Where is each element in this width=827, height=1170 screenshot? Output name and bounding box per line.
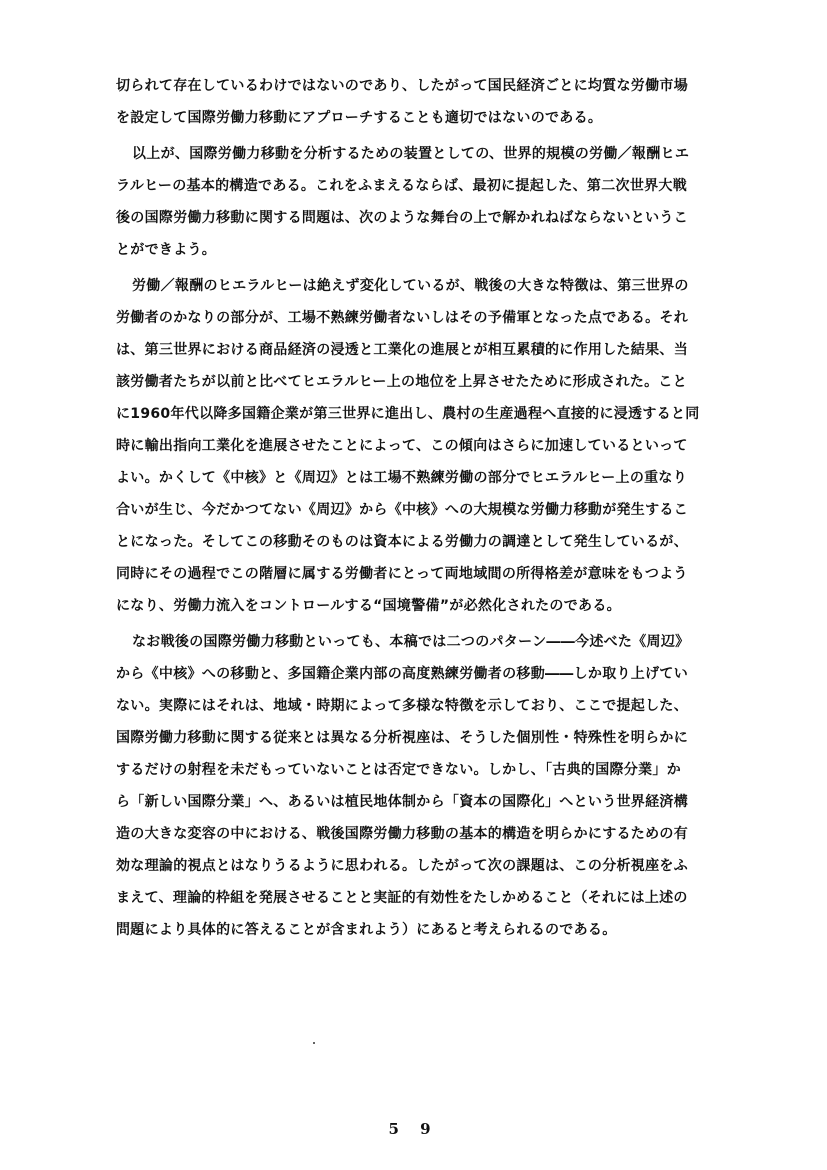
text-line: 国際労働力移動に関する従来とは異なる分析視座は、そうした個別性・特殊性を明らかに: [116, 730, 688, 746]
text-line: まえて、理論的枠組を発展させることと実証的有効性をたしかめること（それには上述の: [116, 890, 688, 906]
text-line: 造の大きな変容の中における、戦後国際労働力移動の基本的構造を明らかにするための有: [116, 826, 688, 842]
text-line: ない。実際にはそれは、地域・時期によって多様な特徴を示しており、ここで提起した、: [116, 698, 688, 714]
text-line: 効な理論的視点とはなりうるように思われる。したがって次の課題は、この分析視座をふ: [116, 858, 688, 874]
text-line: ら「新しい国際分業」へ、あるいは植民地体制から「資本の国際化」へという世界経済構: [116, 794, 688, 810]
text-line: 以上が、国際労働力移動を分析するための装置としての、世界的規模の労働／報酬ヒエ: [132, 146, 690, 162]
text-line: よい。かくして《中核》と《周辺》とは工場不熟練労働の部分でヒエラルヒー上の重なり: [116, 470, 688, 486]
text-line: とになった。そしてこの移動そのものは資本による労働力の調達として発生しているが、: [116, 534, 688, 550]
page-number: 5 9: [388, 1120, 439, 1138]
text-line: を設定して国際労働力移動にアプローチすることも適切ではないのである。: [116, 110, 603, 126]
text-line: 切られて存在しているわけではないのであり、したがって国民経済ごとに均質な労働市場: [116, 78, 688, 94]
text-line: から《中核》への移動と、多国籍企業内部の高度熟練労働者の移動――しか取り上げてい: [116, 666, 688, 682]
text-line: 同時にその過程でこの階層に属する労働者にとって両地域間の所得格差が意味をもつよう: [116, 566, 688, 582]
text-line: に1960年代以降多国籍企業が第三世界に進出し、農村の生産過程へ直接的に浸透すると同: [116, 406, 700, 422]
text-line: は、第三世界における商品経済の浸透と工業化の進展とが相互累積的に作用した結果、当: [116, 342, 688, 358]
text-line: 合いが生じ、今だかつてない《周辺》から《中核》への大規模な労働力移動が発生するこ: [116, 502, 688, 518]
paragraph-4: [116, 626, 764, 946]
text-line: 労働者のかなりの部分が、工場不熟練労働者ないしはその予備軍となった点である。それ: [116, 310, 688, 326]
text-line: 労働／報酬のヒエラルヒーは絶えず変化しているが、戦後の大きな特徴は、第三世界の: [132, 278, 689, 294]
text-line: 時に輸出指向工業化を進展させたことによって、この傾向はさらに加速しているといって: [116, 438, 688, 454]
paragraph-1: [116, 70, 764, 134]
text-line: とができよう。: [116, 242, 217, 258]
paragraph-2: [116, 138, 764, 266]
text-line: 該労働者たちが以前と比べてヒエラルヒー上の地位を上昇させたために形成された。こと: [116, 374, 688, 390]
text-line: になり、労働力流入をコントロールする“国境警備”が必然化されたのである。: [116, 598, 621, 614]
text-line: 後の国際労働力移動に関する問題は、次のような舞台の上で解かれねばならないというこ: [116, 210, 688, 226]
text-line: するだけの射程を未だもっていないことは否定できない。しかし、「古典的国際分業」か: [116, 762, 681, 778]
text-line: ラルヒーの基本的構造である。これをふまえるならば、最初に提起した、第二次世界大戦: [116, 178, 688, 194]
text-line: 問題により具体的に答えることが含まれよう）にあると考えられるのである。: [116, 922, 617, 938]
paragraph-3: [116, 270, 764, 622]
text-line: なお戦後の国際労働力移動といっても、本稿では二つのパターン――今述べた《周辺》: [132, 634, 690, 650]
body-text: [116, 70, 764, 946]
stray-mark: [313, 1042, 315, 1044]
